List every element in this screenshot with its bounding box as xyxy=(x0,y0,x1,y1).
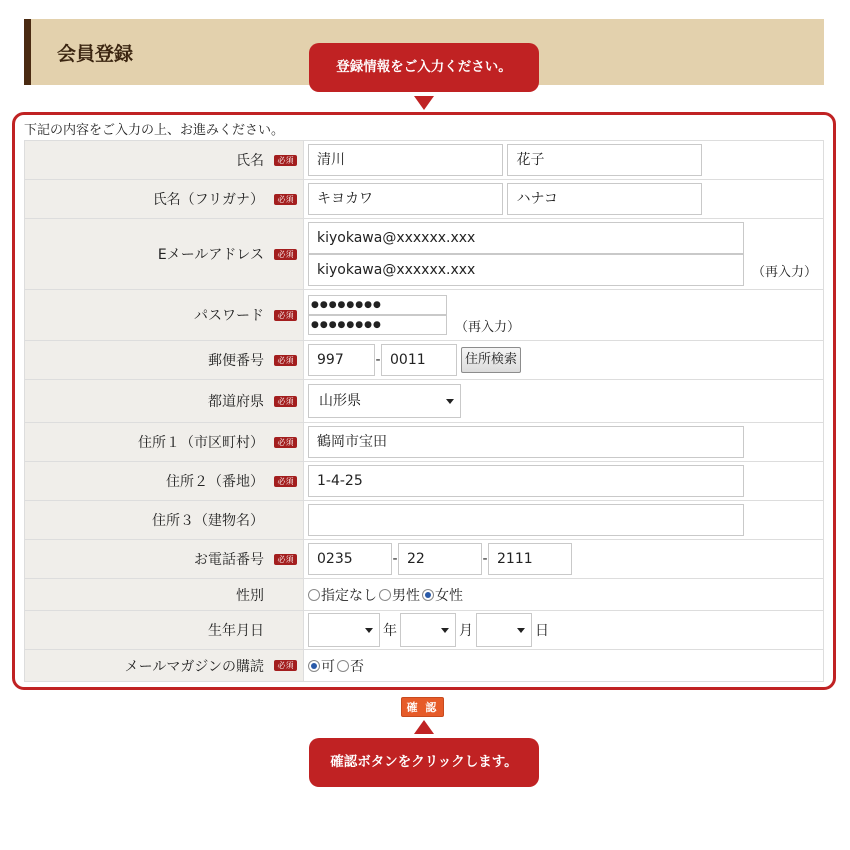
label-magazine: メールマガジンの購読 xyxy=(124,658,264,675)
chevron-down-icon xyxy=(441,628,449,633)
row-gender xyxy=(25,579,824,611)
radio-label-magazine-no: 否 xyxy=(350,658,364,675)
required-badge: 必須 xyxy=(274,660,297,671)
phone-dash: - xyxy=(392,551,398,567)
password-input[interactable]: ●●●●●●●● xyxy=(308,295,447,315)
chevron-down-icon xyxy=(446,399,454,404)
label-address3: 住所３（建物名） xyxy=(152,513,264,529)
reenter-note: （再入力） xyxy=(455,319,521,335)
reenter-note: （再入力） xyxy=(752,264,818,280)
label-gender: 性別 xyxy=(236,587,264,604)
last-name-input[interactable]: 清川 xyxy=(308,144,503,176)
required-badge-placeholder xyxy=(274,515,297,526)
radio-label-gender-male: 男性 xyxy=(392,587,420,604)
confirm-button[interactable]: 確 認 xyxy=(401,697,444,717)
required-badge: 必須 xyxy=(274,554,297,565)
row-phone xyxy=(25,540,824,579)
label-address2: 住所２（番地） xyxy=(166,474,264,490)
phone-dash: - xyxy=(482,551,488,567)
required-badge: 必須 xyxy=(274,355,297,366)
row-address1 xyxy=(25,423,824,462)
required-badge: 必須 xyxy=(274,437,297,448)
row-prefecture xyxy=(25,380,824,423)
label-zip: 郵便番号 xyxy=(208,353,264,369)
header-accent-bar xyxy=(24,19,31,85)
radio-gender-female[interactable] xyxy=(422,589,434,601)
password-confirm-input[interactable]: ●●●●●●●● xyxy=(308,315,447,335)
day-unit: 日 xyxy=(535,623,549,639)
first-name-input[interactable]: 花子 xyxy=(507,144,702,176)
radio-magazine-yes[interactable] xyxy=(308,660,320,672)
required-badge: 必須 xyxy=(274,155,297,166)
address2-input[interactable]: 1-4-25 xyxy=(308,465,744,497)
first-name-kana-input[interactable]: ハナコ xyxy=(507,183,702,215)
radio-label-gender-none: 指定なし xyxy=(321,587,377,604)
row-zip xyxy=(25,341,824,380)
radio-gender-none[interactable] xyxy=(308,589,320,601)
instruction-callout-bottom: 確認ボタンをクリックします。 xyxy=(309,738,539,787)
zip-dash: - xyxy=(375,352,381,368)
required-badge-placeholder xyxy=(274,589,297,600)
prefecture-select[interactable] xyxy=(308,384,461,418)
address3-input[interactable] xyxy=(308,504,744,536)
required-badge: 必須 xyxy=(274,396,297,407)
radio-gender-male[interactable] xyxy=(379,589,391,601)
required-badge: 必須 xyxy=(274,476,297,487)
row-birthdate xyxy=(25,611,824,650)
month-unit: 月 xyxy=(459,623,473,639)
birth-year-select[interactable] xyxy=(308,613,380,647)
label-email: Eメールアドレス xyxy=(157,247,264,263)
label-prefecture: 都道府県 xyxy=(208,394,264,410)
phone-part3-input[interactable]: 2111 xyxy=(488,543,572,575)
radio-magazine-no[interactable] xyxy=(337,660,349,672)
birth-day-select[interactable] xyxy=(476,613,532,647)
registration-form-table xyxy=(24,140,824,682)
chevron-down-icon xyxy=(365,628,373,633)
row-kana xyxy=(25,180,824,219)
row-address3 xyxy=(25,501,824,540)
required-badge: 必須 xyxy=(274,310,297,321)
address1-input[interactable]: 鶴岡市宝田 xyxy=(308,426,744,458)
year-unit: 年 xyxy=(383,623,397,639)
birth-month-select[interactable] xyxy=(400,613,456,647)
last-name-kana-input[interactable]: キヨカワ xyxy=(308,183,503,215)
label-kana: 氏名（フリガナ） xyxy=(152,192,264,208)
required-badge: 必須 xyxy=(274,249,297,260)
required-badge-placeholder xyxy=(274,625,297,636)
required-badge: 必須 xyxy=(274,194,297,205)
phone-part1-input[interactable]: 0235 xyxy=(308,543,392,575)
radio-label-gender-female: 女性 xyxy=(435,587,463,604)
label-phone: お電話番号 xyxy=(194,552,264,568)
zip-part1-input[interactable]: 997 xyxy=(308,344,375,376)
label-address1: 住所１（市区町村） xyxy=(138,435,264,451)
label-birthdate: 生年月日 xyxy=(208,623,264,639)
row-email xyxy=(25,219,824,290)
label-name: 氏名 xyxy=(236,153,264,169)
address-search-button[interactable]: 住所検索 xyxy=(461,347,521,373)
prefecture-value: 山形県 xyxy=(319,393,361,409)
email-confirm-input[interactable]: kiyokawa@xxxxxx.xxx xyxy=(308,254,744,286)
row-name xyxy=(25,141,824,180)
instruction-callout-top: 登録情報をご入力ください。 xyxy=(309,43,539,92)
phone-part2-input[interactable]: 22 xyxy=(398,543,482,575)
label-password: パスワード xyxy=(194,308,264,324)
radio-label-magazine-yes: 可 xyxy=(321,658,335,675)
form-intro-text: 下記の内容をご入力の上、お進みください。 xyxy=(24,123,285,138)
email-input[interactable]: kiyokawa@xxxxxx.xxx xyxy=(308,222,744,254)
row-magazine xyxy=(25,650,824,682)
page-title: 会員登録 xyxy=(57,43,134,65)
row-address2 xyxy=(25,462,824,501)
chevron-down-icon xyxy=(517,628,525,633)
zip-part2-input[interactable]: 0011 xyxy=(381,344,457,376)
row-password xyxy=(25,290,824,341)
